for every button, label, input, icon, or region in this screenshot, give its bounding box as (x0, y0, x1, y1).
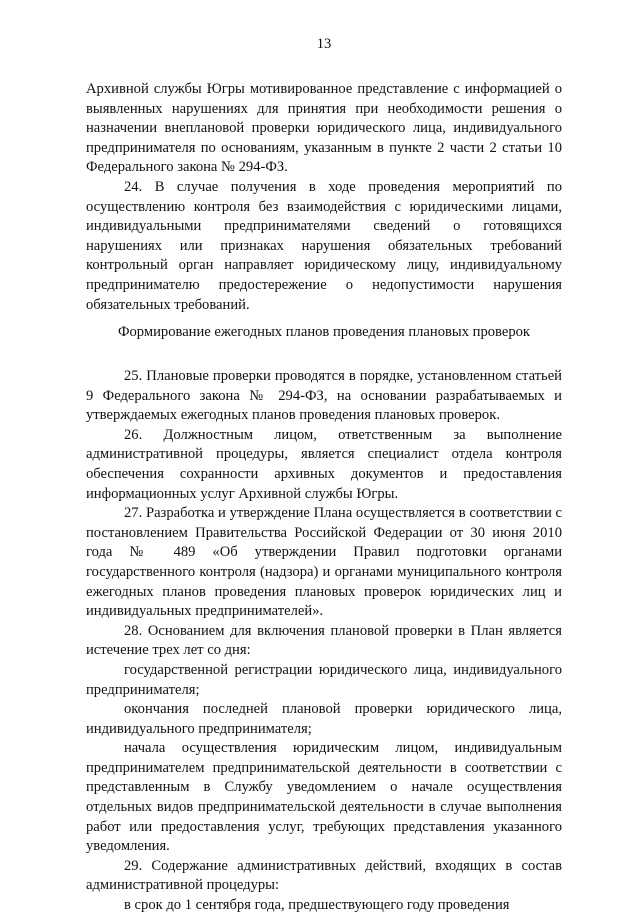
paragraph-26: 26. Должностным лицом, ответственным за выполнение административной процедуры, является специалист отдела контроля обеспечения сохранности архивных документов и предоставления информационных услуг Архивной службы Югры. (86, 426, 562, 502)
paragraph-28: 28. Основанием для включения плановой проверки в План является истечение трех лет со дня: (86, 622, 562, 659)
paragraph-29-item-deadline: в срок до 1 сентября года, предшествующего году проведения (124, 897, 510, 914)
paragraph-28-item-registration: государственной регистрации юридического лица, индивидуального предпринимателя; (86, 661, 562, 698)
paragraph-28-item-last-inspection: окончания последней плановой проверки юридического лица, индивидуального предпринимателя; (86, 701, 562, 737)
paragraph-25: 25. Плановые проверки проводятся в порядке, установленном статьей 9 Федерального закона № 294-ФЗ, на основании разрабатываемых и утверждаемых ежегодных планов проведения плановых проверок. (86, 368, 562, 424)
bottom-text-block (86, 367, 562, 916)
paragraph-continuation: Архивной службы Югры мотивированное представление с информацией о выявленных нарушениях для принятия при необходимости решения о назначении внеплановой проверки юридического лица, индивидуального предпринимателя по основаниям, указанным в пункте 2 части 2 статьи 10 Федерального закона № 294-ФЗ. (86, 81, 562, 176)
paragraph-28-item-start-activity: начала осуществления юридическим лицом, индивидуальным предпринимателем предпринимательской деятельности в соответствии с представленным в Службу уведомлением о начале осуществления отдельных видов предпринимательской деятельности в случае выполнения работ или предоставления услуг, требующих представления указанного уведомления. (86, 740, 562, 855)
section-heading: Формирование ежегодных планов проведения плановых проверок (117, 324, 531, 340)
top-text-block (86, 80, 562, 315)
paragraph-24: 24. В случае получения в ходе проведения мероприятий по осуществлению контроля без взаимодействия с юридическими лицами, индивидуальными предпринимателями сведений о готовящихся нарушениях или признаках нарушения обязательных требований контрольный орган направляет юридическому лицу, индивидуальному предпринимателю предостережение о недопустимости нарушения обязательных требований. (86, 178, 562, 313)
paragraph-27: 27. Разработка и утверждение Плана осуществляется в соответствии с постановлением Правительства Российской Федерации от 30 июня 2010 года № 489 «Об утверждении Правил подготовки органами государственного контроля (надзора) и органами муниципального контроля ежегодных планов проведения плановых проверок юридических лиц и индивидуальных предпринимателей». (86, 505, 562, 620)
paragraph-29: 29. Содержание административных действий, входящих в состав административной процедуры: (86, 857, 562, 894)
page-number: 13 (316, 36, 332, 52)
